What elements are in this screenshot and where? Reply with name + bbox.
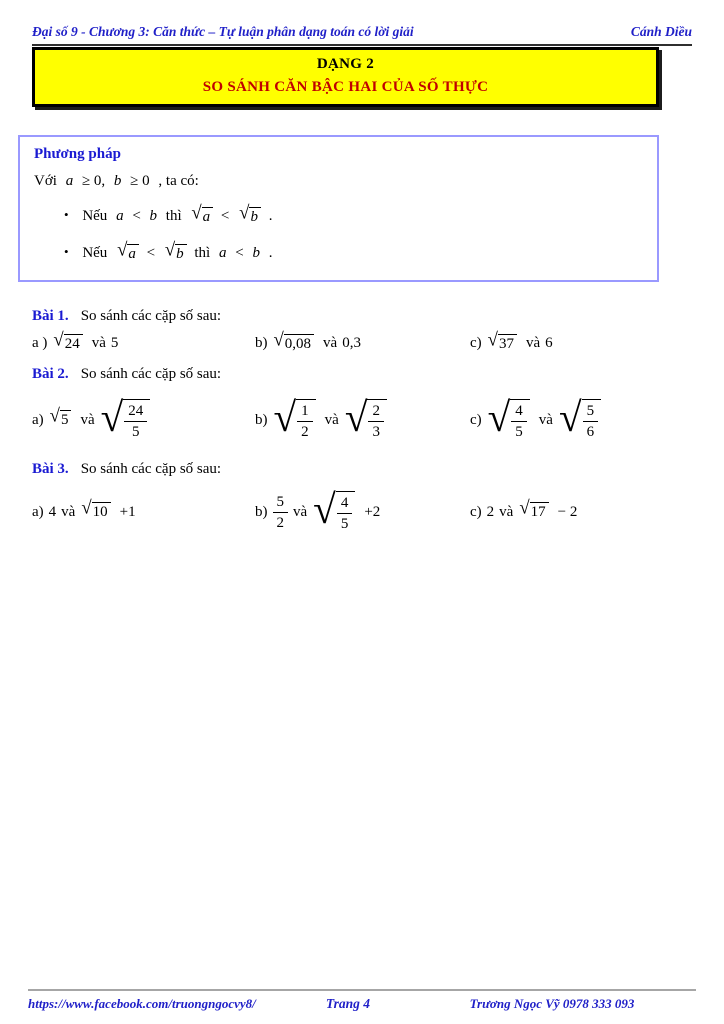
item-3c — [470, 497, 692, 522]
rule-text: thì — [194, 245, 211, 262]
item-1c — [470, 329, 692, 354]
exercise-section-3 — [32, 461, 692, 537]
sqrt-expression — [239, 202, 261, 227]
bullet-icon: • — [64, 244, 69, 260]
and-word: và — [293, 503, 308, 520]
compare-value: 4 — [48, 503, 57, 520]
exercise-section-2 — [32, 366, 692, 448]
and-word: và — [61, 503, 76, 520]
item-prefix: b) — [255, 503, 268, 520]
radical-icon: √ — [273, 329, 284, 351]
sqrt-expression — [191, 202, 213, 227]
radicand: b — [175, 244, 187, 264]
sqrt-expression — [53, 329, 82, 354]
compare-value: 5 — [110, 334, 119, 351]
denominator: 5 — [515, 424, 523, 441]
radicand: 5 — [60, 410, 72, 430]
less-than-sign: < — [235, 245, 244, 262]
radical-icon: √ — [313, 486, 336, 533]
numerator: 5 — [273, 493, 289, 513]
and-word: và — [525, 334, 541, 351]
sqrt-fraction-expression — [313, 486, 355, 533]
fraction — [337, 494, 353, 533]
section-banner — [32, 47, 659, 107]
item-prefix: c) — [470, 411, 482, 428]
footer-divider — [28, 989, 696, 991]
radical-icon: √ — [49, 405, 60, 427]
footer-facebook-url: https://www.facebook.com/truongngocvy8/ — [28, 996, 256, 1011]
exercise-items-row — [32, 329, 692, 354]
exercise-prompt: So sánh các cặp số sau: — [80, 307, 222, 324]
item-1b — [255, 329, 470, 354]
exercise-number: Bài 1. — [32, 307, 69, 324]
rule-text: thì — [165, 208, 182, 225]
period: . — [268, 245, 273, 262]
numerator: 24 — [124, 402, 147, 422]
item-prefix: c) — [470, 503, 482, 520]
denominator: 5 — [340, 516, 349, 533]
less-than-sign: < — [220, 208, 230, 225]
math-suffix: − 2 — [557, 503, 578, 520]
radicand: a — [202, 207, 214, 227]
and-word: và — [80, 411, 95, 428]
sqrt-fraction-expression — [487, 394, 530, 441]
method-rule-2 — [64, 239, 643, 264]
denominator: 3 — [372, 424, 380, 441]
radicand: 17 — [530, 502, 549, 522]
denominator: 2 — [276, 514, 284, 531]
intro-text: Với — [34, 173, 57, 189]
radical-icon: √ — [487, 329, 498, 351]
radical-icon: √ — [191, 202, 202, 224]
radical-icon: √ — [100, 394, 124, 441]
item-prefix: a) — [32, 503, 44, 520]
radical-icon: √ — [53, 329, 64, 351]
math-relation: ≥ 0, — [81, 173, 106, 189]
item-prefix: a ) — [32, 334, 48, 351]
and-word: và — [324, 411, 339, 428]
page-footer — [28, 989, 696, 1012]
radical-icon: √ — [558, 394, 582, 441]
rule-text: Nếu — [82, 245, 108, 262]
exercise-items-row — [32, 487, 692, 537]
page-number: Trang 4 — [325, 996, 371, 1011]
exercise-heading — [32, 461, 692, 478]
sqrt-expression — [49, 405, 72, 430]
radical-icon: √ — [487, 394, 511, 441]
exercise-prompt: So sánh các cặp số sau: — [80, 461, 222, 478]
fraction — [368, 402, 384, 441]
math-var-a: a — [65, 173, 74, 189]
radicand: 0,08 — [284, 334, 314, 354]
exercise-heading — [32, 308, 692, 325]
sqrt-fraction-expression — [273, 394, 316, 441]
sqrt-expression — [487, 329, 517, 354]
math-var-a: a — [218, 245, 227, 262]
math-relation: ≥ 0 — [130, 173, 150, 189]
and-word: và — [499, 503, 514, 520]
sqrt-fraction-expression — [344, 394, 387, 441]
item-prefix: c) — [470, 334, 482, 351]
exercise-number: Bài 3. — [32, 461, 69, 478]
less-than-sign: < — [146, 245, 156, 262]
numerator: 2 — [368, 402, 384, 422]
method-title: Phương pháp — [34, 146, 121, 162]
fraction — [297, 402, 313, 441]
footer-row — [28, 996, 696, 1012]
numerator: 4 — [511, 402, 527, 422]
sqrt-fraction-expression — [100, 394, 151, 441]
header-left-text: Đại số 9 - Chương 3: Căn thức – Tự luận phân dạng toán có lời giải — [32, 24, 414, 39]
math-var-b: b — [149, 208, 158, 225]
numerator: 1 — [297, 402, 313, 422]
math-suffix: +2 — [364, 503, 381, 520]
fraction — [124, 402, 147, 441]
exercise-prompt: So sánh các cặp số sau: — [80, 366, 222, 383]
item-prefix: b) — [255, 411, 268, 428]
numerator: 4 — [337, 494, 353, 514]
math-var-b: b — [113, 173, 122, 189]
radicand: 37 — [498, 334, 517, 354]
exercise-number: Bài 2. — [32, 366, 69, 383]
math-suffix: +1 — [119, 503, 136, 520]
denominator: 5 — [132, 424, 140, 441]
sqrt-expression — [117, 239, 139, 264]
math-var-a: a — [116, 208, 124, 225]
radical-icon: √ — [164, 239, 176, 261]
item-2a — [32, 394, 255, 441]
numerator: 5 — [583, 402, 599, 422]
and-word: và — [538, 411, 553, 428]
item-3b — [255, 486, 470, 533]
compare-value: 2 — [486, 503, 495, 520]
exercise-heading — [32, 366, 692, 383]
radical-icon: √ — [81, 497, 92, 519]
radical-icon: √ — [519, 497, 530, 519]
sqrt-expression — [164, 239, 187, 264]
and-word: và — [323, 334, 338, 351]
denominator: 6 — [586, 424, 595, 441]
exercise-section-1 — [32, 308, 692, 354]
radical-icon: √ — [273, 394, 297, 441]
item-3a — [32, 497, 255, 522]
radical-icon: √ — [239, 202, 250, 224]
denominator: 2 — [301, 424, 309, 441]
method-intro — [34, 173, 643, 190]
page-header — [32, 24, 692, 46]
item-1a — [32, 329, 255, 354]
radical-icon: √ — [117, 239, 128, 261]
less-than-sign: < — [132, 208, 141, 225]
period: . — [268, 208, 273, 225]
radicand: 10 — [92, 502, 111, 522]
intro-text-tail: , ta có: — [158, 173, 199, 189]
fraction — [511, 402, 527, 441]
compare-value: 0,3 — [342, 334, 361, 351]
bullet-icon: • — [64, 207, 69, 223]
method-rule-1 — [64, 202, 643, 227]
radicand: 24 — [64, 334, 83, 354]
item-prefix: b) — [255, 334, 268, 351]
math-var-b: b — [252, 245, 260, 262]
banner-dang-label: DẠNG 2 — [316, 56, 375, 72]
item-prefix: a) — [32, 411, 44, 428]
sqrt-expression — [81, 497, 110, 522]
compare-value: 6 — [545, 334, 553, 351]
fraction — [273, 493, 289, 532]
item-2c — [470, 394, 692, 441]
radicand: a — [127, 244, 139, 264]
method-box — [18, 135, 659, 282]
exercise-items-row — [32, 392, 692, 448]
radical-icon: √ — [344, 394, 368, 441]
header-right-text: Cánh Diều — [630, 24, 692, 39]
radicand: b — [249, 207, 261, 227]
banner-title: SO SÁNH CĂN BẬC HAI CỦA SỐ THỰC — [202, 79, 489, 95]
sqrt-expression — [273, 329, 315, 354]
rule-text: Nếu — [82, 208, 108, 225]
fraction — [583, 402, 599, 441]
and-word: và — [91, 334, 106, 351]
sqrt-expression — [519, 497, 548, 522]
item-2b — [255, 394, 470, 441]
footer-author-phone: Trương Ngọc Vỹ 0978 333 093 — [469, 996, 635, 1011]
sqrt-fraction-expression — [558, 394, 601, 441]
